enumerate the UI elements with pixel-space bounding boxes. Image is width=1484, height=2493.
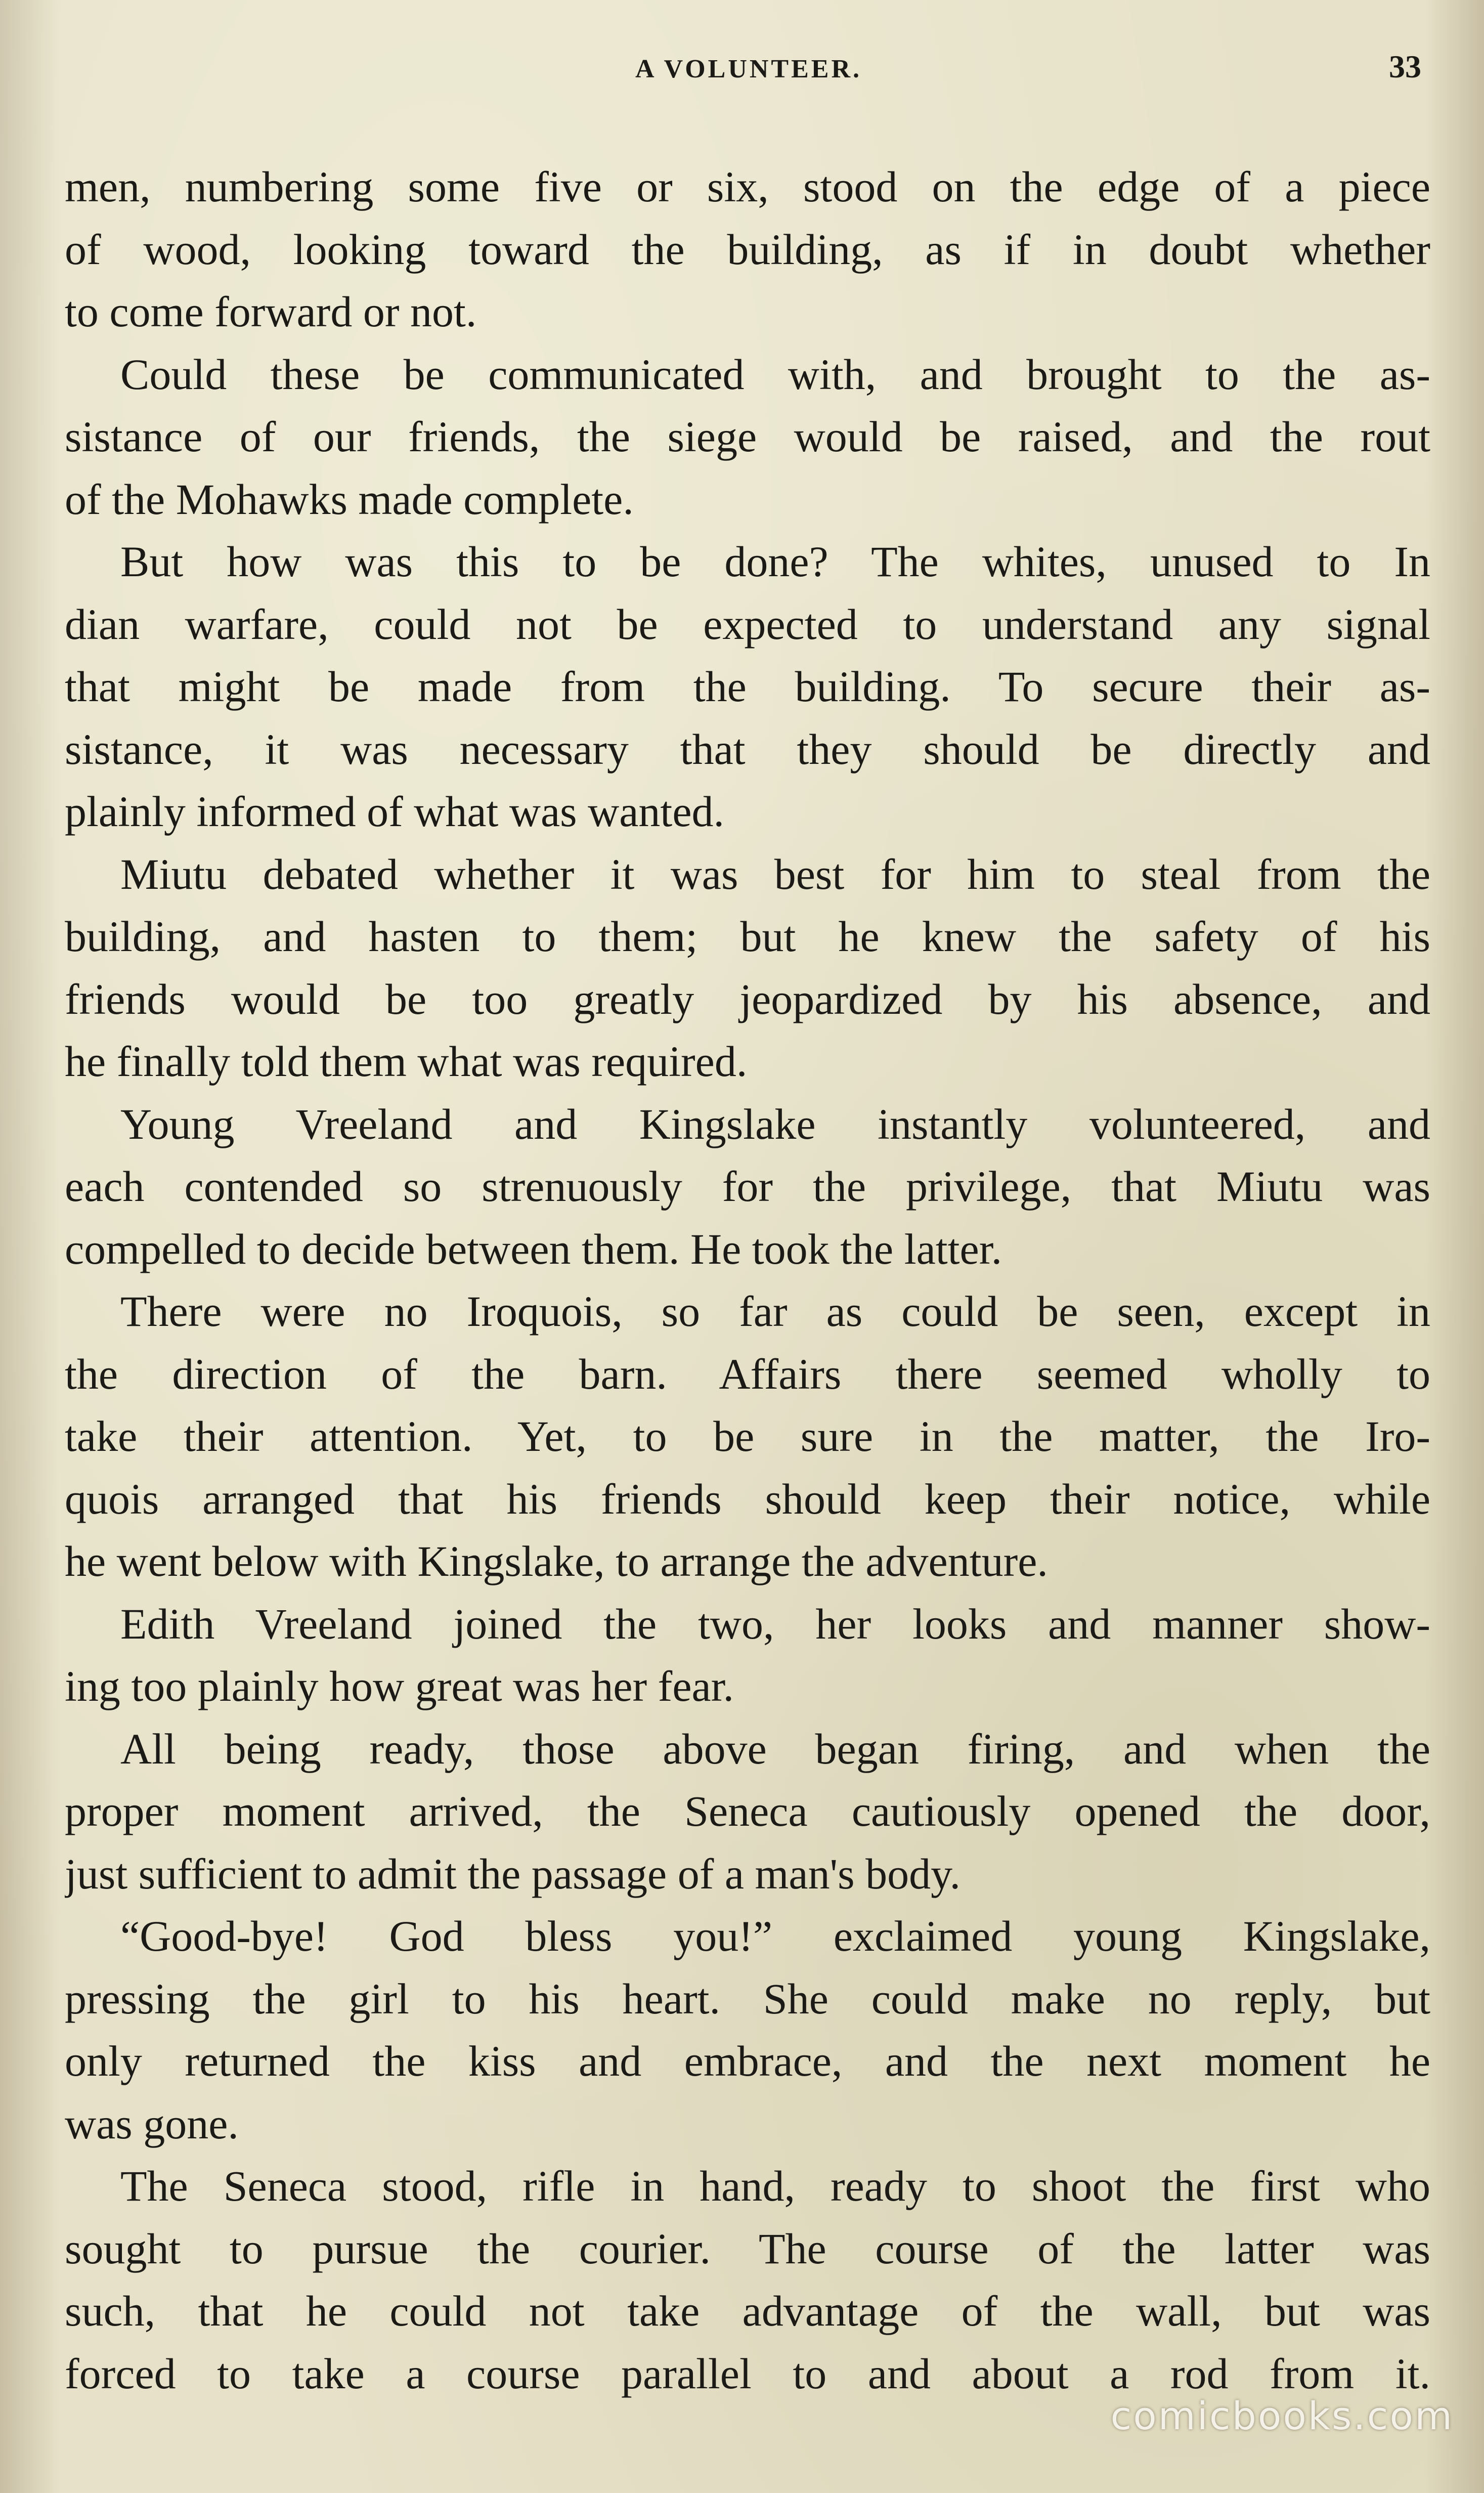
text-line: of the Mohawks made complete. (65, 475, 634, 524)
text-line: to come forward or not. (65, 287, 477, 336)
text-line: Edith Vreeland joined the two, her looks and manner show- (120, 1599, 1430, 1648)
text-line: that might be made from the building. To secure their as- (65, 662, 1430, 711)
page-number: 33 (1389, 49, 1421, 84)
text-line: The Seneca stood, rifle in hand, ready to shoot the first who (120, 2162, 1430, 2210)
text-line: Could these be communicated with, and brought to the as- (120, 350, 1430, 399)
text-line: Young Vreeland and Kingslake instantly volunteered, and (120, 1099, 1430, 1148)
text-line: sistance of our friends, the siege would be raised, and the rout (65, 412, 1430, 461)
text-line: There were no Iroquois, so far as could be seen, except in (120, 1287, 1430, 1336)
running-header (66, 48, 1431, 94)
text-line: only returned the kiss and embrace, and the next moment he (65, 2037, 1430, 2085)
text-line: “Good-bye! God bless you!” exclaimed young Kingslake, (120, 1912, 1430, 1960)
text-line: proper moment arrived, the Seneca cautiously opened the door, (65, 1787, 1430, 1835)
running-title: A VOLUNTEER. (635, 55, 862, 83)
text-line: compelled to decide between them. He took the latter. (65, 1224, 1002, 1273)
text-line: each contended so strenuously for the privilege, that Miutu was (65, 1162, 1430, 1211)
text-line: All being ready, those above began firing, and when the (120, 1724, 1430, 1773)
text-line: of wood, looking toward the building, as if in doubt whether (65, 225, 1430, 274)
text-line: dian warfare, could not be expected to understand any signal (65, 599, 1430, 649)
text-line: he finally told them what was required. (65, 1037, 748, 1086)
text-line: the direction of the barn. Affairs there seemed wholly to (65, 1349, 1430, 1398)
text-line: men, numbering some five or six, stood on the edge of a piece (65, 162, 1430, 211)
text-line: But how was this to be done? The whites, unused to In (120, 537, 1430, 586)
text-line: sistance, it was necessary that they should be directly and (65, 724, 1430, 773)
text-line: sought to pursue the courier. The course of the latter was (65, 2224, 1430, 2273)
text-line: quois arranged that his friends should keep their notice, while (65, 1474, 1430, 1523)
text-line: he went below with Kingslake, to arrange the adventure. (65, 1537, 1048, 1585)
text-line: pressing the girl to his heart. She could make no reply, but (65, 1974, 1430, 2023)
text-line: take their attention. Yet, to be sure in the matter, the Iro- (65, 1412, 1430, 1460)
text-line: such, that he could not take advantage of the wall, but was (65, 2287, 1430, 2335)
text-line: Miutu debated whether it was best for him to steal from the (120, 849, 1430, 898)
text-line: was gone. (65, 2099, 239, 2148)
text-line: forced to take a course parallel to and about a rod from it. (65, 2349, 1430, 2398)
body-text (65, 156, 1430, 2405)
text-line: friends would be too greatly jeopardized by his absence, and (65, 974, 1430, 1023)
text-line: ing too plainly how great was her fear. (65, 1662, 734, 1710)
text-line: just sufficient to admit the passage of a man's body. (65, 1849, 961, 1898)
text-line: building, and hasten to them; but he knew the safety of his (65, 912, 1430, 961)
text-line: plainly informed of what was wanted. (65, 787, 724, 836)
watermark: comicbooks.com (1110, 2393, 1454, 2438)
